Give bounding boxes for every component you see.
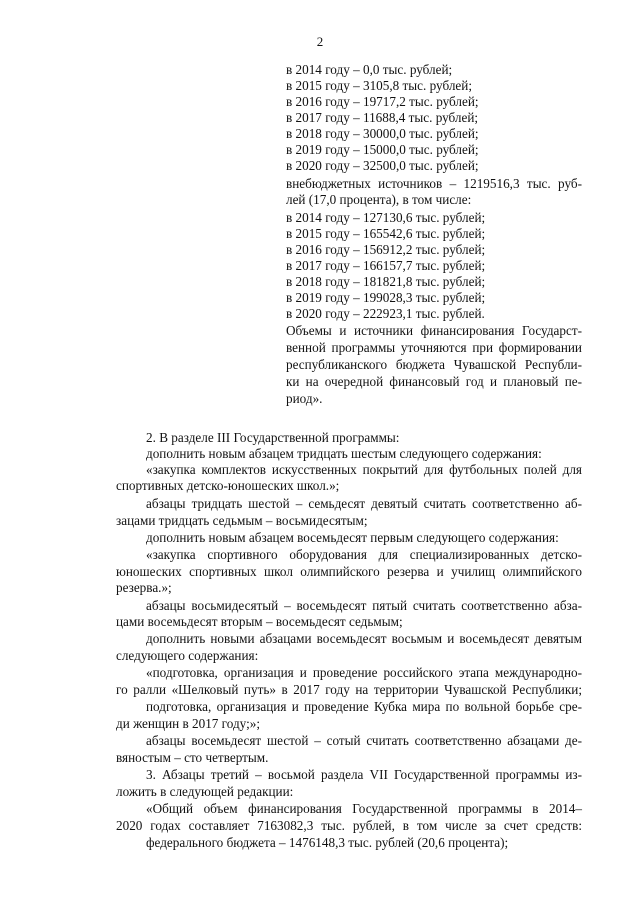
body-line: зацами тридцать седьмым – восьмидесятым; — [116, 513, 368, 528]
body-line: вяностым – сто четвертым. — [116, 750, 269, 765]
financing-line: в 2015 году – 165542,6 тыс. рублей; — [286, 226, 486, 241]
financing-line: ки на очередной финансовый год и плановый пе- — [286, 374, 582, 389]
body-line: дополнить новым абзацем восемьдесят первым следующего содержания: — [146, 530, 559, 545]
financing-line: внебюджетных источников – 1219516,3 тыс. руб- — [286, 176, 582, 191]
financing-line: Объемы и источники финансирования Государст- — [286, 323, 582, 338]
financing-line: в 2016 году – 19717,2 тыс. рублей; — [286, 94, 479, 109]
financing-line: в 2014 году – 0,0 тыс. рублей; — [286, 62, 453, 77]
financing-line: венной программы уточняются при формировании — [286, 340, 582, 355]
financing-line: в 2017 году – 11688,4 тыс. рублей; — [286, 110, 479, 125]
body-line: подготовка, организация и проведение Кубка мира по вольной борьбе сре- — [146, 699, 582, 714]
body-line: 2. В разделе III Государственной программы: — [146, 430, 400, 445]
body-line: дополнить новыми абзацами восемьдесят восьмым и восемьдесят девятым — [146, 631, 582, 646]
body-line: следующего содержания: — [116, 648, 259, 663]
financing-line: республиканского бюджета Чувашской Республи- — [286, 357, 582, 372]
body-line: цами восемьдесят вторым – восемьдесят седьмым; — [116, 614, 403, 629]
body-line: абзацы восемьдесят шестой – сотый считать соответственно абзацами де- — [146, 733, 582, 748]
financing-line: лей (17,0 процента), в том числе: — [286, 192, 472, 207]
body-line: федерального бюджета – 1476148,3 тыс. рублей (20,6 процента); — [146, 835, 509, 850]
body-line: спортивных детско-юношеских школ.»; — [116, 478, 340, 493]
body-line: дополнить новым абзацем тридцать шестым следующего содержания: — [146, 446, 542, 461]
financing-line: в 2020 году – 222923,1 тыс. рублей. — [286, 306, 485, 321]
body-line: «закупка комплектов искусственных покрытий для футбольных полей для — [146, 462, 582, 477]
financing-line: в 2017 году – 166157,7 тыс. рублей; — [286, 258, 486, 273]
financing-line: в 2020 году – 32500,0 тыс. рублей; — [286, 158, 479, 173]
financing-line: в 2019 году – 199028,3 тыс. рублей; — [286, 290, 486, 305]
body-line: «подготовка, организация и проведение российского этапа международно- — [146, 665, 582, 680]
body-line: 3. Абзацы третий – восьмой раздела VII Государственной программы из- — [146, 767, 582, 782]
financing-line: в 2018 году – 30000,0 тыс. рублей; — [286, 126, 479, 141]
body-line: 2020 годах составляет 7163082,3 тыс. рублей, в том числе за счет средств: — [116, 818, 582, 833]
body-line: ложить в следующей редакции: — [116, 784, 294, 799]
financing-line: в 2016 году – 156912,2 тыс. рублей; — [286, 242, 486, 257]
financing-line: риод». — [286, 391, 323, 406]
body-line: резерва.»; — [116, 580, 172, 595]
body-line: «Общий объем финансирования Государственной программы в 2014– — [146, 801, 582, 816]
body-line: ди женщин в 2017 году;»; — [116, 716, 261, 731]
page-number: 2 — [316, 34, 324, 49]
financing-line: в 2018 году – 181821,8 тыс. рублей; — [286, 274, 486, 289]
body-line: «закупка спортивного оборудования для специализированных детско- — [146, 547, 582, 562]
body-line: абзацы восьмидесятый – восемьдесят пятый считать соответственно абза- — [146, 598, 582, 613]
body-line: го ралли «Шелковый путь» в 2017 году на территории Чувашской Республики; — [116, 682, 582, 697]
body-line: абзацы тридцать шестой – семьдесят девятый считать соответственно аб- — [146, 496, 582, 511]
body-line: юношеских спортивных школ олимпийского резерва и училищ олимпийского — [116, 564, 582, 579]
financing-line: в 2014 году – 127130,6 тыс. рублей; — [286, 210, 486, 225]
financing-line: в 2015 году – 3105,8 тыс. рублей; — [286, 78, 472, 93]
financing-line: в 2019 году – 15000,0 тыс. рублей; — [286, 142, 479, 157]
